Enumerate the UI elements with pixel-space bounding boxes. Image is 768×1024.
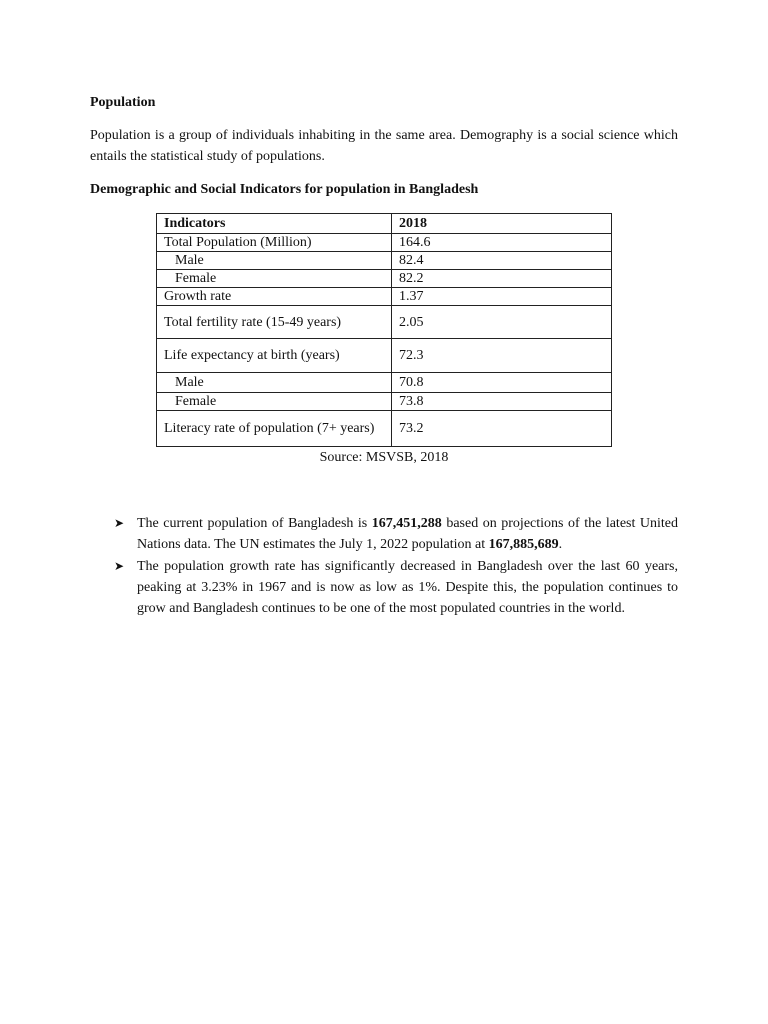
table-row	[157, 373, 612, 393]
row-label: Male	[157, 252, 392, 270]
table-row	[157, 252, 612, 270]
header-year: 2018	[392, 214, 612, 234]
table-header-row	[157, 214, 612, 234]
estimated-population-value: 167,885,689	[488, 537, 559, 552]
row-value: 1.37	[392, 288, 612, 306]
bullet-text: .	[558, 537, 563, 552]
row-label: Growth rate	[157, 288, 392, 306]
row-value: 2.05	[392, 306, 612, 339]
row-value: 164.6	[392, 234, 612, 252]
arrowhead-bullet-icon: ➤	[114, 516, 125, 530]
row-label: Male	[157, 373, 392, 393]
row-label: Female	[157, 393, 392, 411]
row-value: 82.2	[392, 270, 612, 288]
section-heading: Population	[90, 95, 156, 110]
header-indicators: Indicators	[157, 214, 392, 234]
bullet-text: The current population of Bangladesh is	[137, 516, 372, 531]
row-value: 82.4	[392, 252, 612, 270]
table-row	[157, 339, 612, 373]
row-label: Total fertility rate (15-49 years)	[157, 306, 392, 339]
list-item	[114, 513, 678, 555]
table-row	[157, 393, 612, 411]
indicators-table	[156, 213, 612, 447]
table-source: Source: MSVSB, 2018	[319, 450, 449, 465]
row-value: 73.8	[392, 393, 612, 411]
table-row	[157, 306, 612, 339]
table-row	[157, 270, 612, 288]
row-label: Total Population (Million)	[157, 234, 392, 252]
bullet-list	[114, 513, 678, 620]
bullet-text: based on projections of the latest United Nations data. The UN estimates the July 1, 2022 population at	[137, 516, 679, 552]
arrowhead-bullet-icon: ➤	[114, 559, 125, 573]
table-row	[157, 234, 612, 252]
row-value: 73.2	[392, 411, 612, 447]
intro-paragraph: Population is a group of individuals inhabiting in the same area. Demography is a social science which entails the statistical study of populations.	[90, 128, 678, 164]
row-label: Female	[157, 270, 392, 288]
table-row	[157, 288, 612, 306]
list-item	[114, 556, 678, 619]
row-label: Literacy rate of population (7+ years)	[157, 411, 392, 447]
table-title: Demographic and Social Indicators for population in Bangladesh	[90, 182, 479, 197]
row-label: Life expectancy at birth (years)	[157, 339, 392, 373]
table-row	[157, 411, 612, 447]
current-population-value: 167,451,288	[371, 516, 442, 531]
row-value: 70.8	[392, 373, 612, 393]
row-value: 72.3	[392, 339, 612, 373]
bullet-text: The population growth rate has significantly decreased in Bangladesh over the last 60 years, peaking at 3.23% in 1967 and is now as low as 1%. Despite this, the population continues to grow and Bangladesh continues to be one of the most populated countries in the world.	[137, 559, 678, 616]
